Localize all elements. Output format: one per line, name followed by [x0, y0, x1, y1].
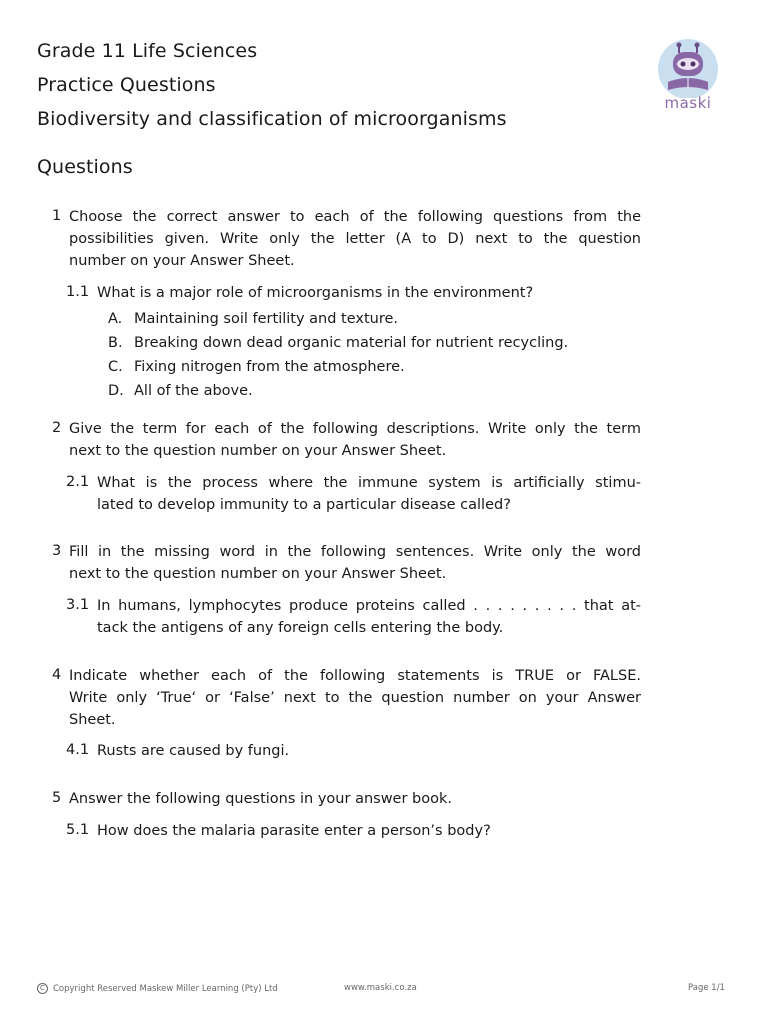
- option-letter: B.: [108, 335, 123, 351]
- question-line: possibilities given. Write only the letter (A to D) next to the question: [69, 231, 641, 247]
- question-line: next to the question number on your Answer Sheet.: [69, 566, 447, 582]
- subquestion-line: How does the malaria parasite enter a person’s body?: [97, 823, 491, 839]
- subquestion-line: tack the antigens of any foreign cells entering the body.: [97, 620, 504, 636]
- question-line: Write only ‘True‘ or ‘False’ next to the question number on your Answer: [69, 690, 641, 706]
- question-line: Answer the following questions in your answer book.: [69, 791, 452, 807]
- option-letter: A.: [108, 311, 123, 327]
- option-c: [108, 359, 405, 375]
- subquestion-number: 4.1: [66, 742, 90, 758]
- subquestion-text: [97, 820, 641, 842]
- option-text: Breaking down dead organic material for nutrient recycling.: [134, 335, 569, 351]
- footer-website[interactable]: www.maski.co.za: [344, 983, 417, 993]
- subquestion-text: [97, 472, 641, 516]
- question-line: number on your Answer Sheet.: [69, 253, 295, 269]
- option-text: Fixing nitrogen from the atmosphere.: [134, 359, 405, 375]
- question-line: Give the term for each of the following descriptions. Write only the term: [69, 421, 641, 437]
- question-number: 3: [52, 543, 62, 559]
- question-number: 4: [52, 667, 62, 683]
- option-d: [108, 383, 253, 399]
- question-line: next to the question number on your Answer Sheet.: [69, 443, 447, 459]
- subquestion-text: [97, 282, 641, 304]
- question-number: 5: [52, 790, 62, 806]
- subquestion-number: 1.1: [66, 284, 90, 300]
- subquestion-text: [97, 740, 641, 762]
- subquestion-line: lated to develop immunity to a particular disease called?: [97, 497, 511, 513]
- question-line: Choose the correct answer to each of the following questions from the: [69, 209, 641, 225]
- document-subtitle: Practice Questions: [37, 74, 216, 96]
- robot-mascot-icon: [656, 38, 720, 98]
- question-number: 2: [52, 420, 62, 436]
- option-letter: C.: [108, 359, 123, 375]
- logo-wordmark: maski: [664, 94, 712, 112]
- question-line: Indicate whether each of the following statements is TRUE or FALSE.: [69, 668, 641, 684]
- option-text: All of the above.: [134, 383, 253, 399]
- subquestion-line: What is a major role of microorganisms in the environment?: [97, 285, 534, 301]
- subquestion-line: What is the process where the immune system is artificially stimu-: [97, 475, 641, 491]
- subquestion-line: In humans, lymphocytes produce proteins called . . . . . . . . . that at-: [97, 598, 641, 614]
- option-b: [108, 335, 568, 351]
- option-letter: D.: [108, 383, 124, 399]
- question-text: [69, 788, 641, 810]
- document-title: Grade 11 Life Sciences: [37, 40, 258, 62]
- question-text: [69, 665, 641, 731]
- question-text: [69, 541, 641, 585]
- question-text: [69, 418, 641, 462]
- footer-page-number: Page 1/1: [688, 983, 725, 993]
- copyright-text: Copyright Reserved Maskew Miller Learning (Pty) Ltd: [53, 984, 278, 994]
- subquestion-text: [97, 595, 641, 639]
- question-line: Fill in the missing word in the following sentences. Write only the word: [69, 544, 641, 560]
- subquestion-number: 2.1: [66, 474, 90, 490]
- question-line: Sheet.: [69, 712, 116, 728]
- question-number: 1: [52, 208, 62, 224]
- subquestion-number: 3.1: [66, 597, 90, 613]
- option-text: Maintaining soil fertility and texture.: [134, 311, 399, 327]
- question-text: [69, 206, 641, 272]
- copyright-icon: C: [37, 983, 48, 994]
- document-topic: Biodiversity and classification of microorganisms: [37, 108, 507, 130]
- footer-copyright: [37, 983, 278, 994]
- subquestion-number: 5.1: [66, 822, 90, 838]
- section-heading: Questions: [37, 156, 133, 178]
- subquestion-line: Rusts are caused by fungi.: [97, 743, 290, 759]
- option-a: [108, 311, 398, 327]
